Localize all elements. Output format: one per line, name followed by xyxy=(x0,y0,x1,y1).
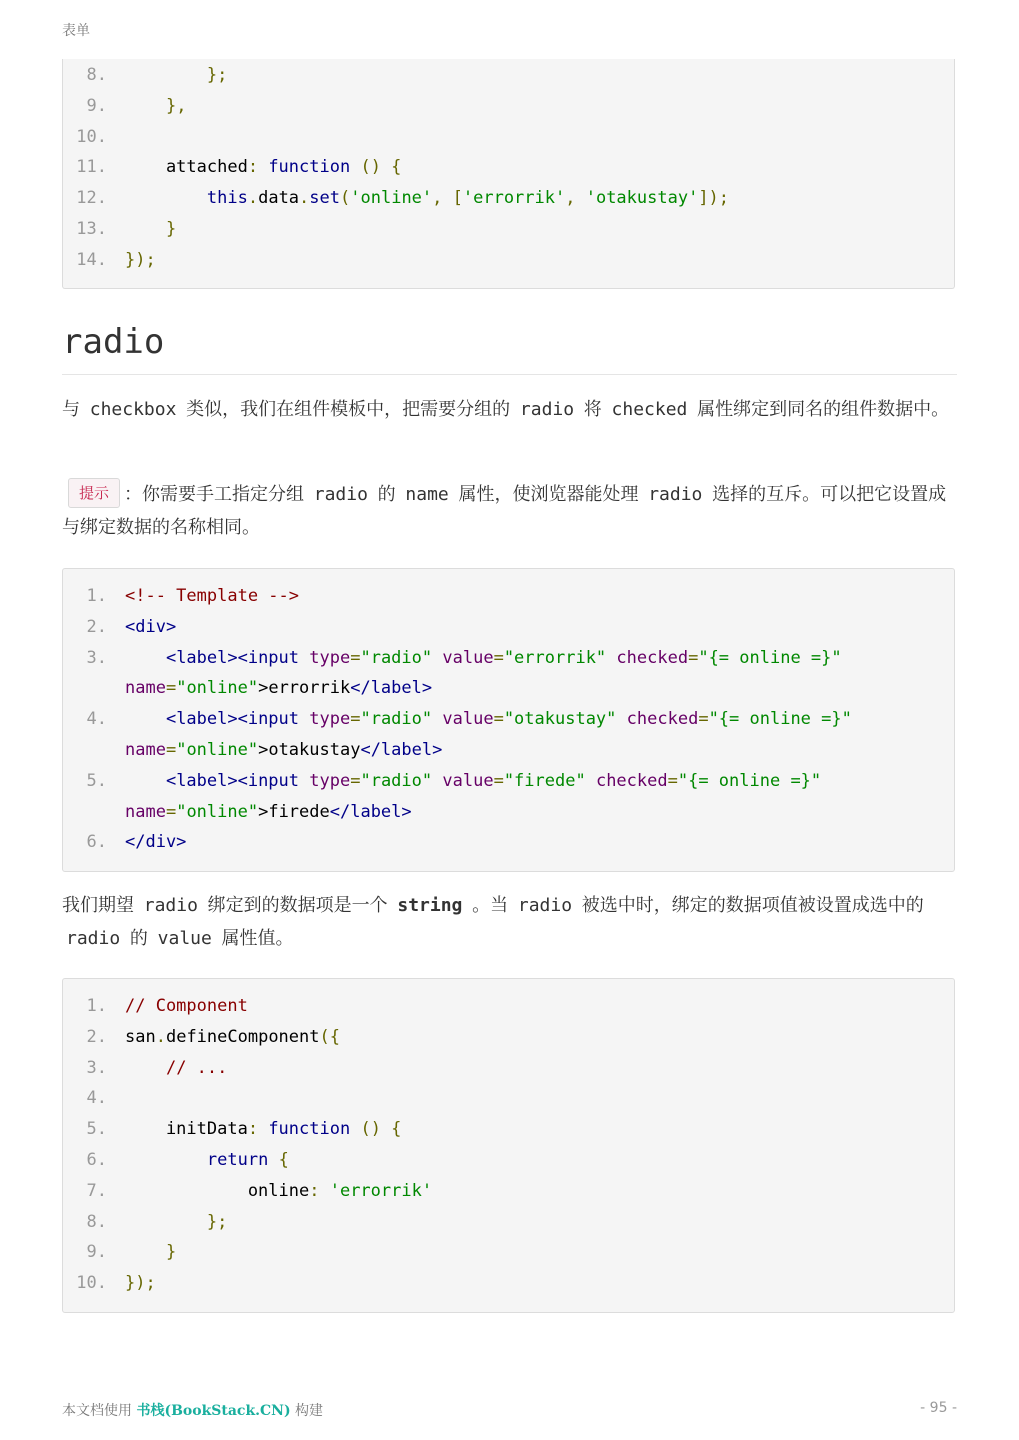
code-line xyxy=(63,152,954,183)
code-line xyxy=(63,183,954,214)
code-text xyxy=(125,643,842,674)
code-line xyxy=(63,1114,954,1145)
code-text xyxy=(125,735,442,766)
code-text xyxy=(125,991,248,1022)
code-token xyxy=(125,648,166,668)
code-text xyxy=(125,704,852,735)
code-token: . xyxy=(155,1026,166,1047)
line-number: 6. xyxy=(86,1149,107,1170)
code-line xyxy=(63,1207,954,1238)
code-token: type xyxy=(309,709,351,730)
line-number: 10. xyxy=(76,1273,107,1294)
paragraph-text: 将 xyxy=(578,399,608,420)
code-token: checked xyxy=(626,709,699,730)
inline-code: radio xyxy=(66,928,121,949)
code-token: 'online' xyxy=(350,188,433,209)
code-token: // Component xyxy=(125,996,248,1016)
code-token: = xyxy=(350,770,361,791)
code-token: }; xyxy=(206,65,228,85)
line-number: 1. xyxy=(86,586,107,606)
paragraph-text: 绑定到的数据项是一个 xyxy=(201,895,394,916)
code-token: "online" xyxy=(176,678,259,699)
code-token: <div> xyxy=(125,616,177,637)
code-line xyxy=(63,827,954,858)
tip-text: 选择的互斥。可以把它设置成与绑定数据的名称相同。 xyxy=(62,484,947,538)
paragraph-text: 我们期望 xyxy=(62,895,140,916)
paragraph-text: 的 xyxy=(124,928,154,949)
line-number: 3. xyxy=(86,647,107,668)
code-text xyxy=(125,183,729,214)
code-text xyxy=(125,1207,227,1238)
code-token: name xyxy=(125,801,166,822)
line-number: 9. xyxy=(86,95,107,116)
footer-suffix: 构建 xyxy=(290,1403,324,1419)
inline-code: checkbox xyxy=(89,399,177,420)
code-line xyxy=(63,1176,954,1207)
code-token xyxy=(350,157,360,177)
code-token: value xyxy=(442,709,494,730)
line-number: 8. xyxy=(86,1211,107,1232)
code-line xyxy=(63,91,954,122)
code-line xyxy=(63,581,954,612)
code-token: "radio" xyxy=(360,647,433,668)
line-number: 3. xyxy=(86,1057,107,1078)
code-text xyxy=(125,245,156,276)
paragraph-text: 与 xyxy=(62,399,86,420)
line-number: 9. xyxy=(86,1242,107,1263)
code-token: ( xyxy=(340,188,351,209)
code-line xyxy=(63,704,954,735)
code-line xyxy=(63,1268,954,1299)
code-text xyxy=(125,214,176,245)
code-token: "{= online =}" xyxy=(677,770,822,791)
code-token xyxy=(299,771,309,791)
code-token: checked xyxy=(595,770,668,791)
section-title: radio xyxy=(62,318,957,375)
code-text xyxy=(125,1176,432,1207)
code-token: } xyxy=(165,1242,177,1263)
code-token: name xyxy=(125,678,166,699)
code-token: ({ xyxy=(319,1026,340,1047)
code-line xyxy=(63,766,954,797)
line-number: 13. xyxy=(76,218,107,239)
code-token: "otakustay" xyxy=(503,709,617,730)
line-number: 11. xyxy=(76,157,107,178)
footer-brand-link[interactable]: 书栈(BookStack.CN) xyxy=(136,1403,291,1419)
code-line xyxy=(63,1237,954,1268)
code-token xyxy=(606,648,616,668)
paragraph-2 xyxy=(62,889,957,955)
code-line xyxy=(63,60,954,91)
code-token: online xyxy=(125,1180,310,1201)
line-number: 10. xyxy=(76,126,107,147)
code-token xyxy=(125,188,207,208)
paragraph-text: 。当 xyxy=(466,895,514,916)
tip-text: ：你需要手工指定分组 xyxy=(124,484,310,505)
code-token: <!-- Template --> xyxy=(125,586,299,606)
code-text xyxy=(125,1145,289,1176)
code-token: "{= online =}" xyxy=(698,647,842,668)
code-token: value xyxy=(442,647,494,668)
code-token: = xyxy=(493,770,504,791)
code-token: = xyxy=(493,647,504,668)
line-number: 5. xyxy=(86,770,107,791)
code-token: attached xyxy=(125,157,248,178)
code-token: . xyxy=(299,188,310,209)
code-token: = xyxy=(667,770,678,791)
inline-code: radio xyxy=(648,484,703,505)
inline-code: radio xyxy=(517,895,573,916)
code-line xyxy=(63,612,954,643)
tip-paragraph xyxy=(62,478,957,544)
code-token: } xyxy=(165,218,177,239)
code-token: set xyxy=(309,188,341,209)
code-text xyxy=(125,766,821,797)
paragraph-text: 被选中时，绑定的数据项值被设置成选中的 xyxy=(576,895,924,916)
code-token: : xyxy=(309,1180,330,1201)
code-token: <label><input xyxy=(165,709,300,730)
inline-code: value xyxy=(157,928,212,949)
code-token: { xyxy=(278,1149,289,1170)
code-token: }; xyxy=(206,1211,228,1232)
code-token: defineComponent xyxy=(165,1026,320,1047)
inline-code: name xyxy=(405,484,449,505)
footer-prefix: 本文档使用 xyxy=(62,1403,137,1419)
page-footer xyxy=(62,1400,957,1420)
code-token: initData xyxy=(125,1119,248,1140)
code-token xyxy=(299,709,309,729)
code-token: "{= online =}" xyxy=(708,709,852,730)
code-token: </label> xyxy=(360,739,443,760)
code-token: name xyxy=(125,739,166,760)
code-token: type xyxy=(309,647,351,668)
page-number: - 95 - xyxy=(920,1400,957,1416)
inline-code-bold: string xyxy=(397,895,463,916)
code-token xyxy=(125,1212,207,1232)
code-token xyxy=(125,65,207,85)
code-text xyxy=(125,797,412,828)
code-token: </div> xyxy=(125,832,187,853)
code-token: "online" xyxy=(176,739,259,760)
code-token: . xyxy=(247,188,259,209)
code-token: type xyxy=(309,770,351,791)
code-token: data xyxy=(258,188,300,209)
code-text xyxy=(125,827,186,858)
code-token: "errorrik" xyxy=(503,647,607,668)
code-token: this xyxy=(206,188,248,209)
line-number: 6. xyxy=(86,832,107,853)
code-token: "firede" xyxy=(503,770,586,791)
paragraph-text: 属性绑定到同名的组件数据中。 xyxy=(691,399,950,420)
code-token: "radio" xyxy=(360,770,433,791)
tip-text: 属性，使浏览器能处理 xyxy=(452,484,645,505)
code-token: , [ xyxy=(432,188,463,209)
code-text xyxy=(125,612,176,643)
code-token: <label><input xyxy=(165,770,300,791)
code-token: >firede xyxy=(258,801,330,822)
paragraph-text: 属性值。 xyxy=(215,928,294,949)
code-token: // ... xyxy=(165,1057,228,1078)
code-text xyxy=(125,91,186,122)
code-token xyxy=(299,648,309,668)
code-token xyxy=(125,771,166,791)
code-token: = xyxy=(165,801,177,822)
code-block-3 xyxy=(62,978,955,1313)
tip-text: 的 xyxy=(371,484,402,505)
code-token xyxy=(125,709,166,729)
code-line xyxy=(63,1083,954,1114)
code-token: function xyxy=(268,157,351,178)
code-token: <label><input xyxy=(165,647,300,668)
code-token: = xyxy=(493,709,504,730)
code-token xyxy=(125,1150,207,1170)
code-line xyxy=(63,214,954,245)
code-token: </label> xyxy=(329,801,412,822)
code-token: san xyxy=(125,1026,156,1047)
code-token: 'otakustay' xyxy=(585,188,699,209)
code-token: = xyxy=(350,647,361,668)
line-number: 1. xyxy=(86,996,107,1016)
line-number: 4. xyxy=(86,1088,107,1109)
line-number: 12. xyxy=(76,188,107,209)
code-token: return xyxy=(206,1149,269,1170)
code-line xyxy=(63,1145,954,1176)
paragraph-text: 类似，我们在组件模板中，把需要分组的 xyxy=(180,399,516,420)
code-token xyxy=(616,709,626,729)
code-token xyxy=(586,771,596,791)
line-number: 7. xyxy=(86,1180,107,1201)
paragraph-1 xyxy=(62,393,957,426)
line-number: 14. xyxy=(76,249,107,270)
code-block-2 xyxy=(62,568,955,872)
code-text xyxy=(125,152,401,183)
code-token xyxy=(432,709,442,729)
code-token: ]); xyxy=(698,188,730,209)
code-token: = xyxy=(165,678,177,699)
code-token: : xyxy=(247,1119,269,1140)
code-token: }); xyxy=(125,1273,156,1294)
code-line xyxy=(63,797,954,828)
code-token: "radio" xyxy=(360,709,433,730)
running-header: 表单 xyxy=(62,23,90,39)
code-text xyxy=(125,60,227,91)
code-line xyxy=(63,245,954,276)
inline-code: radio xyxy=(313,484,368,505)
code-token: </label> xyxy=(350,678,433,699)
code-token xyxy=(432,648,442,668)
code-line xyxy=(63,122,954,153)
code-token: () { xyxy=(360,1119,402,1140)
code-token: : xyxy=(247,157,269,178)
code-token: }); xyxy=(125,249,156,270)
code-token: () { xyxy=(360,157,402,178)
code-text xyxy=(125,581,299,612)
code-token xyxy=(125,96,166,116)
code-block-1 xyxy=(62,59,955,289)
code-token: = xyxy=(688,647,699,668)
code-token: >errorrik xyxy=(258,678,351,699)
code-token: 'errorrik' xyxy=(329,1180,433,1201)
code-text xyxy=(125,1268,156,1299)
code-token: = xyxy=(165,739,177,760)
line-number: 4. xyxy=(86,709,107,730)
inline-code: radio xyxy=(519,399,575,420)
code-text xyxy=(125,1053,227,1084)
tip-badge: 提示 xyxy=(68,478,120,508)
code-token xyxy=(125,1058,166,1078)
code-text xyxy=(125,1114,401,1145)
line-number: 2. xyxy=(86,616,107,637)
code-token: >otakustay xyxy=(258,739,361,760)
inline-code: checked xyxy=(611,399,688,420)
code-line xyxy=(63,1022,954,1053)
code-token: , xyxy=(565,188,586,209)
code-line xyxy=(63,643,954,674)
code-token: function xyxy=(268,1119,351,1140)
code-token xyxy=(350,1119,360,1139)
code-line xyxy=(63,1053,954,1084)
code-token: = xyxy=(350,709,361,730)
code-token xyxy=(268,1150,278,1170)
line-number: 8. xyxy=(86,65,107,85)
code-token: }, xyxy=(165,95,187,116)
line-number: 5. xyxy=(86,1119,107,1140)
line-number: 2. xyxy=(86,1026,107,1047)
code-token: checked xyxy=(616,647,689,668)
code-text xyxy=(125,1022,340,1053)
code-token: "online" xyxy=(176,801,259,822)
code-text xyxy=(125,673,432,704)
code-token xyxy=(125,219,166,239)
code-token xyxy=(125,1242,166,1262)
code-line xyxy=(63,735,954,766)
code-line xyxy=(63,673,954,704)
code-token: = xyxy=(698,709,709,730)
code-token xyxy=(432,771,442,791)
code-text xyxy=(125,1237,176,1268)
code-token: value xyxy=(442,770,494,791)
code-line xyxy=(63,991,954,1022)
inline-code: radio xyxy=(143,895,198,916)
code-token: 'errorrik' xyxy=(462,188,566,209)
